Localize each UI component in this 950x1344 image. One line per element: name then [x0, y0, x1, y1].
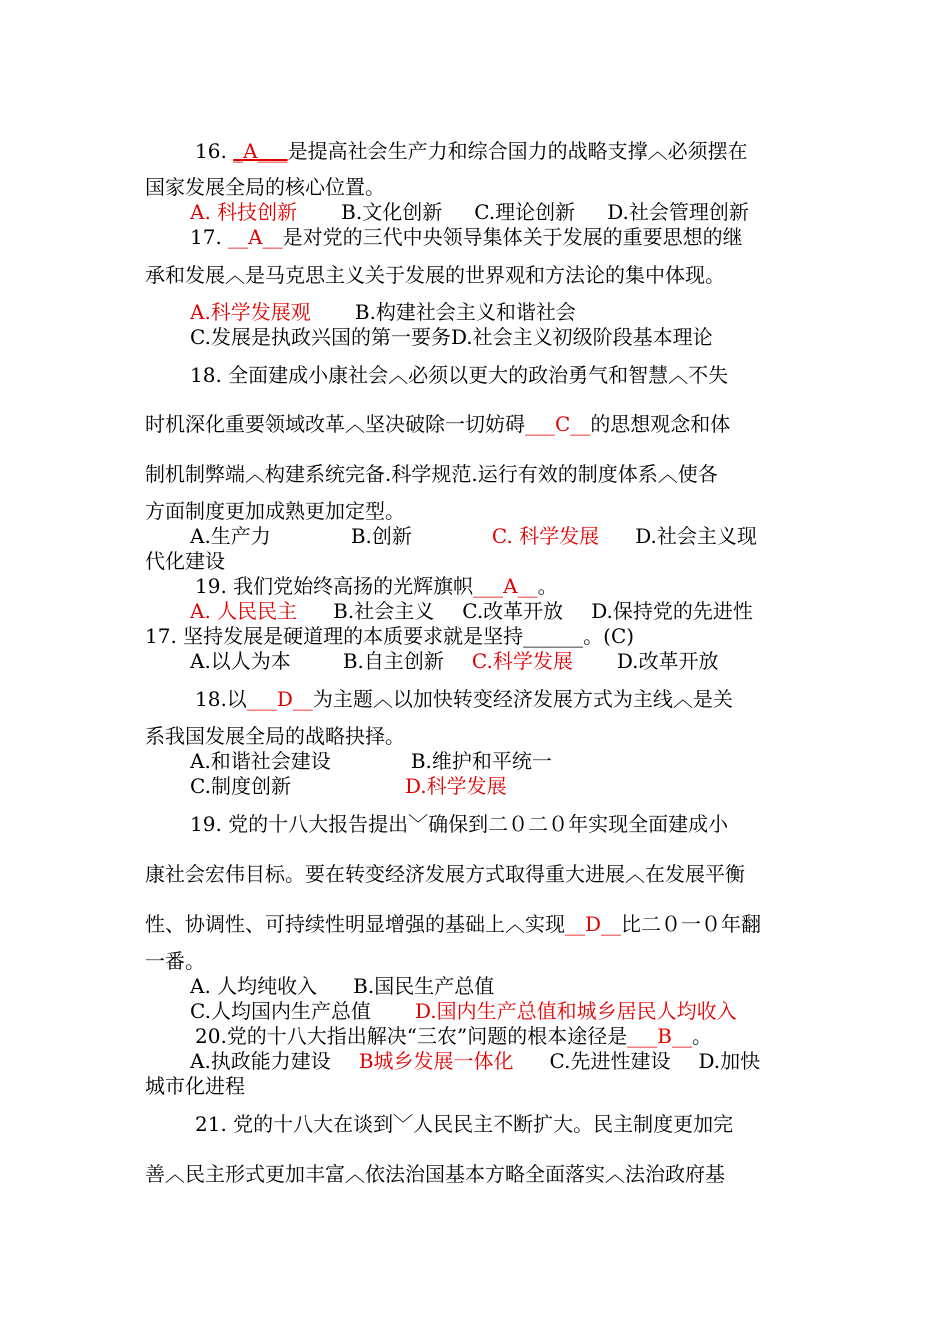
question-17-options-1: A.科学发展观 B.构建社会主义和谐社会 — [190, 300, 576, 324]
question-16-options: A. 科技创新 B.文化创新 C.理论创新 D.社会管理创新 — [190, 200, 749, 224]
question-19b-options-1: A. 人均纯收入 B.国民生产总值 — [190, 974, 495, 998]
question-18-line-2: 时机深化重要领域改革︿坚决破除一切妨碍___C__的思想观念和体 — [145, 412, 731, 436]
question-19-options: A. 人民民主 B.社会主义 C.改革开放 D.保持党的先进性 — [190, 599, 753, 623]
question-19-line-1: 19. 我们党始终高扬的光辉旗帜___A__。 — [195, 574, 558, 598]
question-19b-line-1: 19. 党的十八大报告提出﹀确保到二０二０年实现全面建成小 — [190, 812, 729, 836]
question-17b-line-1: 17. 坚持发展是硬道理的本质要求就是坚持______。(C) — [145, 624, 635, 648]
question-18-line-4: 方面制度更加成熟更加定型。 — [145, 499, 405, 523]
question-17b-options: A.以人为本 B.自主创新 C.科学发展 D.改革开放 — [190, 649, 719, 673]
question-20-line-2: 城市化进程 — [145, 1074, 245, 1098]
question-21-line-1: 21. 党的十八大在谈到﹀人民民主不断扩大。民主制度更加完 — [195, 1112, 734, 1136]
question-16-line-2: 国家发展全局的核心位置。 — [145, 175, 385, 199]
question-20-options: A.执政能力建设 B城乡发展一体化 C.先进性建设 D.加快 — [190, 1049, 761, 1073]
question-18-line-3: 制机制弊端︿构建系统完备.科学规范.运行有效的制度体系︿使各 — [145, 462, 718, 486]
answer-blank: _A___ — [233, 139, 288, 163]
question-19b-options-2: C.人均国内生产总值 D.国内生产总值和城乡居民人均收入 — [190, 999, 737, 1023]
question-17-line-1: 17. __A__是对党的三代中央领导集体关于发展的重要思想的继 — [190, 225, 743, 249]
answer-blank: __D__ — [565, 912, 622, 936]
answer-blank: ___A__ — [473, 574, 538, 598]
question-17-options-2: C.发展是执政兴国的第一要务D.社会主义初级阶段基本理论 — [190, 325, 713, 349]
answer-blank: ___C__ — [525, 412, 591, 436]
question-19b-line-3: 性、协调性、可持续性明显增强的基础上︿实现__D__比二０一０年翻 — [145, 912, 762, 936]
question-18b-line-2: 系我国发展全局的战略抉择。 — [145, 724, 405, 748]
question-20-line-1: 20.党的十八大指出解决“三农”问题的根本途径是___B__。 — [195, 1024, 712, 1048]
question-18b-line-1: 18.以___D__为主题︿以加快转变经济发展方式为主线︿是关 — [195, 687, 733, 711]
question-18-line-1: 18. 全面建成小康社会︿必须以更大的政治勇气和智慧︿不失 — [190, 363, 729, 387]
answer-blank: ___D__ — [246, 687, 313, 711]
answer-blank: ___B__ — [627, 1024, 692, 1048]
question-21-line-2: 善︿民主形式更加丰富︿依法治国基本方略全面落实︿法治政府基 — [145, 1162, 725, 1186]
answer-blank: __A__ — [228, 225, 283, 249]
question-18b-options-1: A.和谐社会建设 B.维护和平统一 — [190, 749, 552, 773]
question-19b-line-2: 康社会宏伟目标。要在转变经济发展方式取得重大进展︿在发展平衡 — [145, 862, 745, 886]
question-17-line-2: 承和发展︿是马克思主义关于发展的世界观和方法论的集中体现。 — [145, 263, 725, 287]
question-19b-line-4: 一番。 — [145, 949, 205, 973]
question-16-line-1: 16. _A___是提高社会生产力和综合国力的战略支撑︿必须摆在 — [195, 139, 748, 163]
question-18-options: A.生产力 B.创新 C. 科学发展 D.社会主义现 — [190, 524, 757, 548]
question-18b-options-2: C.制度创新 D.科学发展 — [190, 774, 507, 798]
question-18-line-5: 代化建设 — [145, 549, 225, 573]
